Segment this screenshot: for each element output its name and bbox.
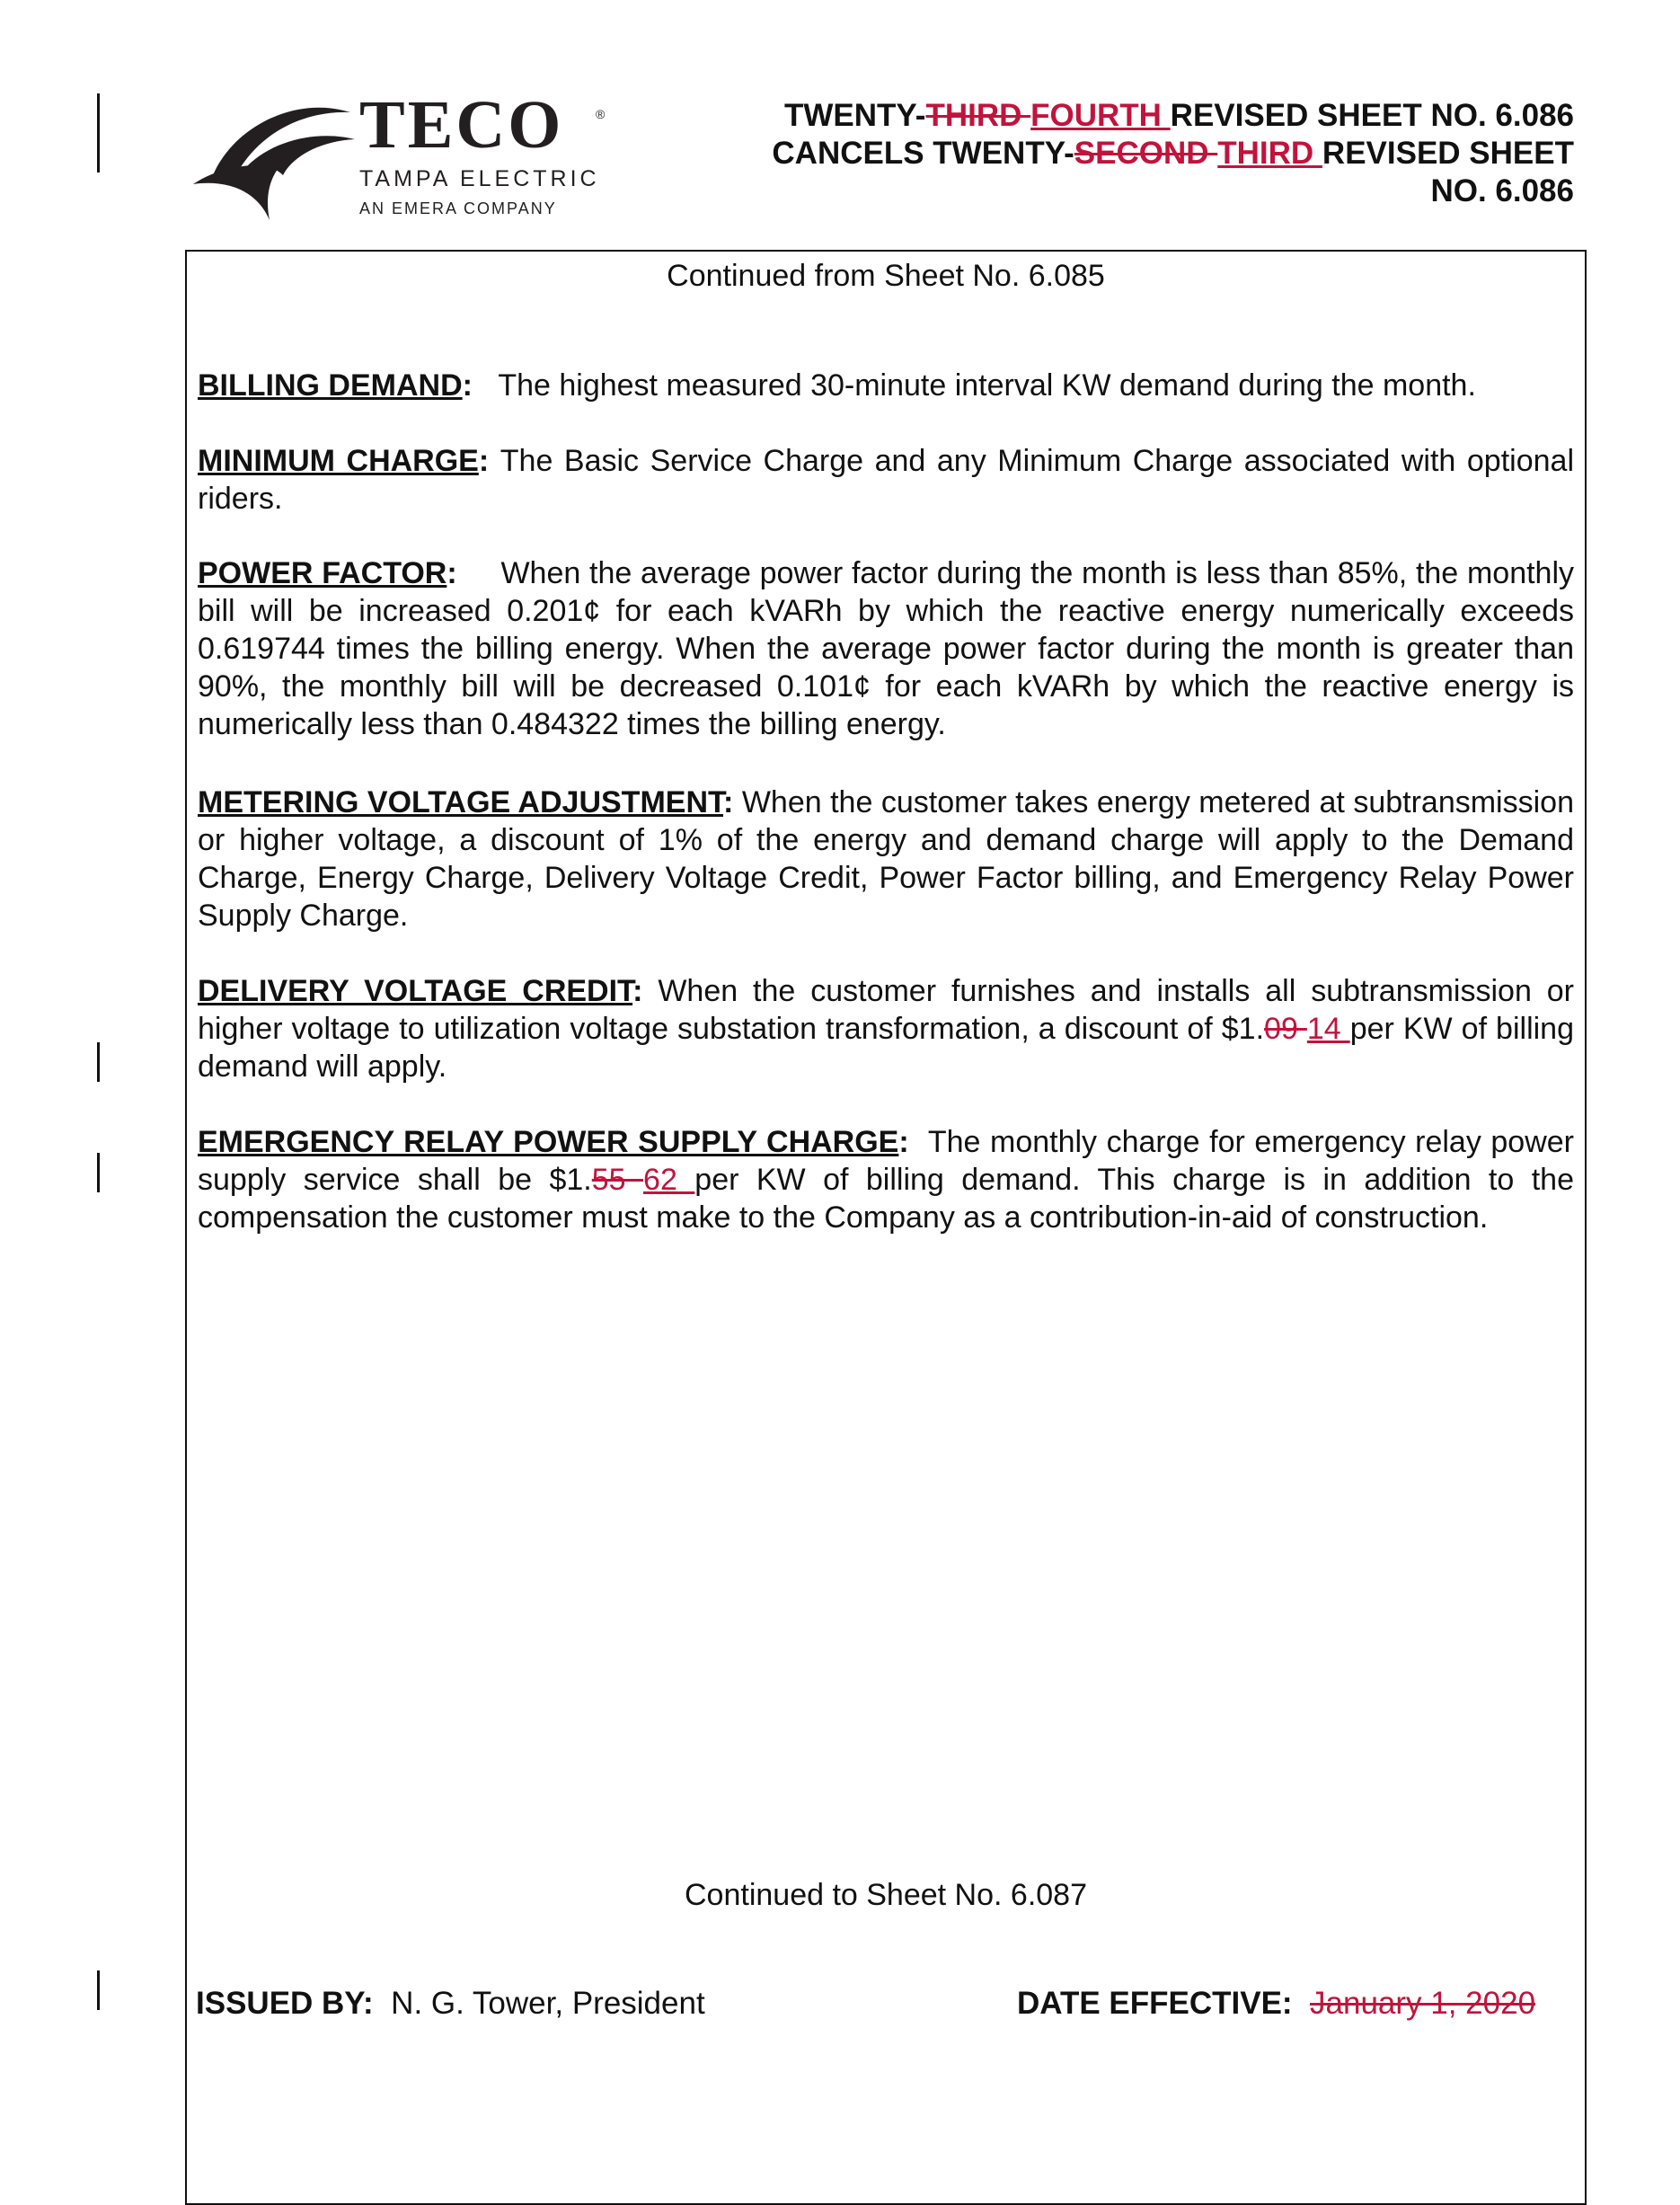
- delivery-voltage-label: DELIVERY VOLTAGE CREDIT: [198, 974, 633, 1008]
- header-line1-prefix: TWENTY-: [783, 98, 926, 133]
- delivery-voltage-deleted-value: 09: [1264, 1012, 1307, 1046]
- teco-swoosh-icon: [193, 94, 355, 220]
- sheet-header-line1: [694, 97, 1574, 135]
- date-effective-label: DATE EFFECTIVE:: [1017, 1986, 1293, 2021]
- logo-brand: TECO: [359, 87, 564, 163]
- power-factor-colon: :: [447, 556, 457, 590]
- emergency-relay-text: The monthly charge for emergency relay power supply service shall be $1.: [198, 1125, 1574, 1197]
- billing-demand-colon: :: [462, 368, 473, 403]
- delivery-voltage-inserted-value: 14: [1306, 1012, 1350, 1046]
- header-line1-deleted: THIRD: [925, 98, 1031, 133]
- date-effective-deleted-value: January 1, 2020: [1310, 1986, 1536, 2021]
- billing-demand-paragraph: [198, 367, 1574, 404]
- delivery-voltage-text-end: per KW of billing demand will apply.: [198, 1012, 1574, 1084]
- emergency-relay-colon: :: [898, 1125, 909, 1159]
- minimum-charge-paragraph: [198, 442, 1574, 518]
- header-line2-prefix: CANCELS TWENTY-: [772, 136, 1074, 171]
- metering-voltage-label: METERING VOLTAGE ADJUSTMENT: [198, 785, 723, 819]
- emergency-relay-deleted-value: 55: [591, 1163, 644, 1197]
- header-line1-inserted: FOURTH: [1030, 98, 1171, 133]
- delivery-voltage-paragraph: [198, 972, 1574, 1085]
- header-line2-inserted: THIRD: [1217, 136, 1322, 171]
- delivery-voltage-text: When the customer furnishes and installs all subtransmission or higher voltage to utilization voltage substation transformation, a discount of $1.: [198, 974, 1574, 1046]
- minimum-charge-label: MINIMUM CHARGE: [198, 444, 479, 478]
- billing-demand-text: The highest measured 30-minute interval KW demand during the month.: [498, 368, 1476, 403]
- logo-tagline: AN EMERA COMPANY: [359, 199, 557, 217]
- footer-issued-by: [196, 1986, 705, 2022]
- billing-demand-label: BILLING DEMAND: [198, 368, 463, 403]
- continued-to: Continued to Sheet No. 6.087: [685, 1878, 1087, 1912]
- minimum-charge-text: The Basic Service Charge and any Minimum Charge associated with optional riders.: [198, 444, 1574, 516]
- emergency-relay-paragraph: [198, 1123, 1574, 1236]
- sheet-header-line2: [694, 135, 1574, 173]
- power-factor-text: When the average power factor during the month is less than 85%, the monthly bill will be increased 0.201¢ for each kVARh by which the reactive energy numerically exceeds 0.619744 times the billing energy. When the average power factor during the month is greater than 90%, the monthly bill will be decreased 0.101¢ for each kVARh by which the reactive energy is numerically less than 0.484322 times the billing energy.: [198, 556, 1575, 741]
- change-bar-footer: [97, 1970, 100, 2010]
- sheet-header-line3: NO. 6.086: [1430, 173, 1574, 208]
- change-bar-relay-charge: [97, 1153, 100, 1192]
- power-factor-paragraph: [198, 554, 1574, 743]
- header-line2-suffix: REVISED SHEET: [1322, 136, 1574, 171]
- metering-voltage-paragraph: [198, 784, 1574, 934]
- logo-subtitle: TAMPA ELECTRIC: [359, 166, 600, 191]
- change-bar-delivery-credit: [97, 1042, 100, 1082]
- emergency-relay-inserted-value: 62: [643, 1163, 695, 1197]
- header-line2-deleted: SECOND: [1074, 136, 1218, 171]
- delivery-voltage-colon: :: [632, 974, 643, 1008]
- footer-date-effective: [1017, 1986, 1535, 2022]
- issued-by-value: N. G. Tower, President: [391, 1986, 705, 2021]
- minimum-charge-colon: :: [478, 444, 490, 478]
- emergency-relay-text-end: per KW of billing demand. This charge is in addition to the compensation the customer must make to the Company as a contribution-in-aid of construction.: [198, 1163, 1574, 1235]
- metering-voltage-colon: :: [723, 785, 734, 819]
- issued-by-label: ISSUED BY:: [196, 1986, 374, 2021]
- power-factor-label: POWER FACTOR: [198, 556, 447, 590]
- change-bar-header: [97, 93, 100, 173]
- metering-voltage-text: When the customer takes energy metered at subtransmission or higher voltage, a discount of 1% of the energy and demand charge will apply to the Demand Charge, Energy Charge, Delivery Voltage Credit, Power Factor billing, and Emergency Relay Power Supply Charge.: [198, 785, 1574, 933]
- continued-from: Continued from Sheet No. 6.085: [667, 259, 1105, 293]
- teco-logo: [193, 87, 660, 229]
- emergency-relay-label: EMERGENCY RELAY POWER SUPPLY CHARGE: [198, 1125, 899, 1159]
- sheet-header: [694, 97, 1574, 210]
- logo-registered-mark: ®: [596, 107, 606, 121]
- tariff-sheet-box: [185, 250, 1587, 2205]
- header-line1-suffix: REVISED SHEET NO. 6.086: [1170, 98, 1574, 133]
